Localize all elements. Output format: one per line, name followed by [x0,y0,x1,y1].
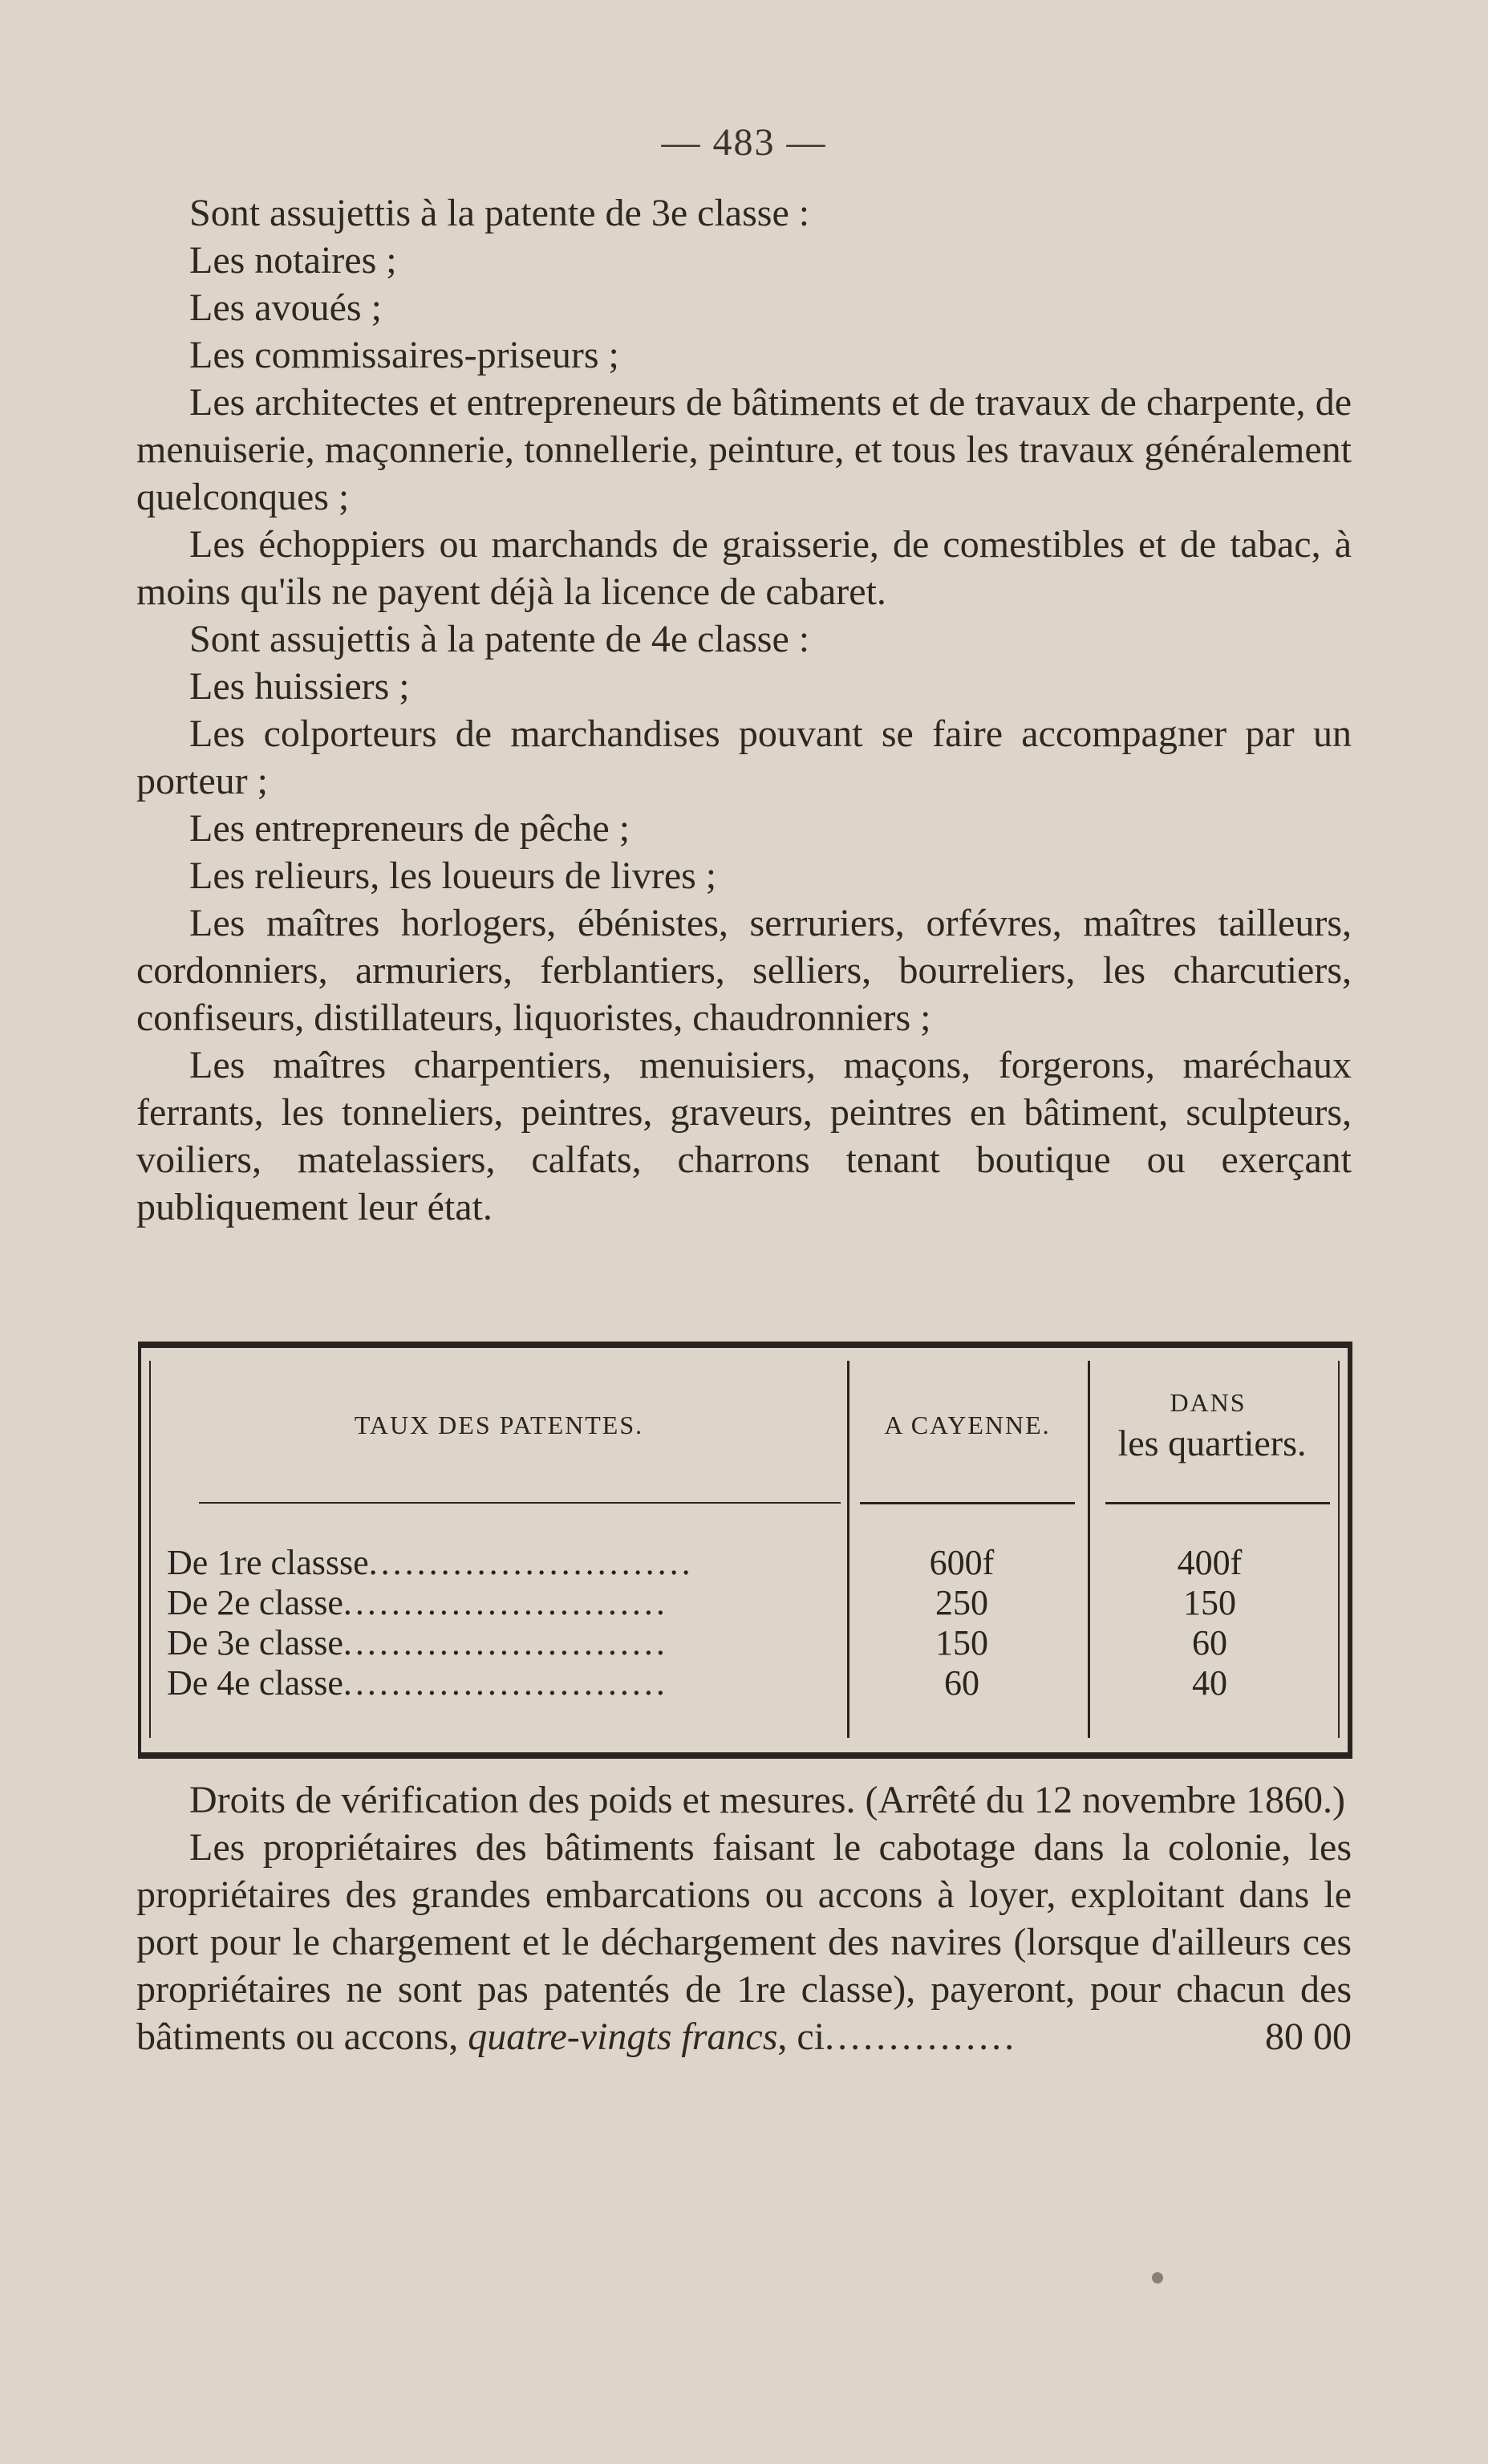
paragraph: Les notaires ; [189,239,397,282]
row-label: De 3e classe [167,1623,343,1662]
header-rule [1105,1502,1330,1504]
paragraph: Les entrepreneurs de pêche ; [189,807,630,850]
leader-dots: ........................... [368,1543,694,1582]
patent-rates-table [138,1342,1352,1759]
header-cayenne: A CAYENNE. [884,1411,1051,1439]
table-row [151,1582,1338,1622]
paragraph: Les échoppiers ou marchands de graisserie, de comestibles et de tabac, à moins qu'ils ne payent déjà la licence de cabaret. [136,523,1352,613]
leader-dots: ........................... [343,1663,668,1703]
page-number: — 483 — [661,121,827,164]
row-label: De 4e classe [167,1663,343,1703]
paragraph: Les colporteurs de marchandises pouvant se faire accompagner par un porteur ; [136,712,1352,802]
paragraph: Les maîtres horlogers, ébénistes, serruriers, orfévres, maîtres tailleurs, cordonniers, armuriers, ferblantiers, selliers, bourreliers, les charcutiers, confiseurs, distillateurs, liquoristes, chaudronniers ; [136,902,1352,1039]
cell-cayenne: 60 [944,1663,979,1703]
header-dans: DANS [1170,1388,1247,1417]
paragraph: Les maîtres charpentiers, menuisiers, maçons, forgerons, maréchaux ferrants, les tonneliers, peintres, graveurs, peintres en bâtiment, sculpteurs, voiliers, matelassiers, calfats, charrons tenant boutique ou exerçant publiquement leur état. [136,1044,1352,1228]
header-rule [199,1502,841,1504]
leader-dots: ........................... [343,1583,668,1622]
italic-amount-words: quatre-vingts francs [468,2015,778,2058]
paragraph: Les avoués ; [189,286,382,329]
ci-label: , ci [777,2015,825,2058]
header-quartiers: les quartiers. [1117,1423,1307,1463]
paragraph: Sont assujettis à la patente de 4e classe : [189,618,810,660]
cell-cayenne: 250 [935,1583,988,1622]
paragraph: Les huissiers ; [189,665,410,708]
leader-dots: ........................... [343,1623,668,1662]
row-label: De 2e classe [167,1583,343,1622]
paragraph [136,1824,1352,2060]
cell-quartiers: 400f [1177,1543,1243,1582]
paragraph: Les commissaires-priseurs ; [189,334,619,376]
table-row [151,1542,1338,1582]
paragraph: Sont assujettis à la patente de 3e classe : [189,192,810,234]
paragraph: Les architectes et entrepreneurs de bâtiments et de travaux de charpente, de menuiserie, maçonnerie, tonnellerie, peinture, et tous les travaux généralement quelconques ; [136,381,1352,518]
cell-quartiers: 60 [1192,1623,1227,1662]
table-row [151,1622,1338,1662]
paragraph: Les relieurs, les loueurs de livres ; [189,854,717,897]
paragraph: Droits de vérification des poids et mesures. (Arrêté du 12 novembre 1860.) [189,1779,1345,1821]
text-block-poids-mesures [136,1776,1352,2060]
paragraph-text: Les propriétaires des bâtiments faisant le cabotage dans la colonie, les propriétaires des grandes embarcations ou accons à loyer, exploitant dans le port pour le chargement et le déchargement des navires (lorsque d'ailleurs ces propriétaires ne sont pas patentés de 1re classe), payeront, pour chacun des bâtiments ou accons, [136,1826,1352,2058]
leader-dots: ............... [825,2015,1018,2058]
cell-quartiers: 150 [1183,1583,1236,1622]
paper-speck [1152,2272,1163,2283]
row-label: De 1re classse [167,1543,369,1582]
cell-quartiers: 40 [1192,1663,1227,1703]
header-taux: TAUX DES PATENTES. [354,1411,644,1439]
text-block-patentes [136,189,1352,1231]
amount-value: 80 00 [1265,2015,1352,2058]
header-rule [860,1502,1075,1504]
table-row [151,1662,1338,1703]
cell-cayenne: 600f [929,1543,995,1582]
cell-cayenne: 150 [935,1623,988,1662]
